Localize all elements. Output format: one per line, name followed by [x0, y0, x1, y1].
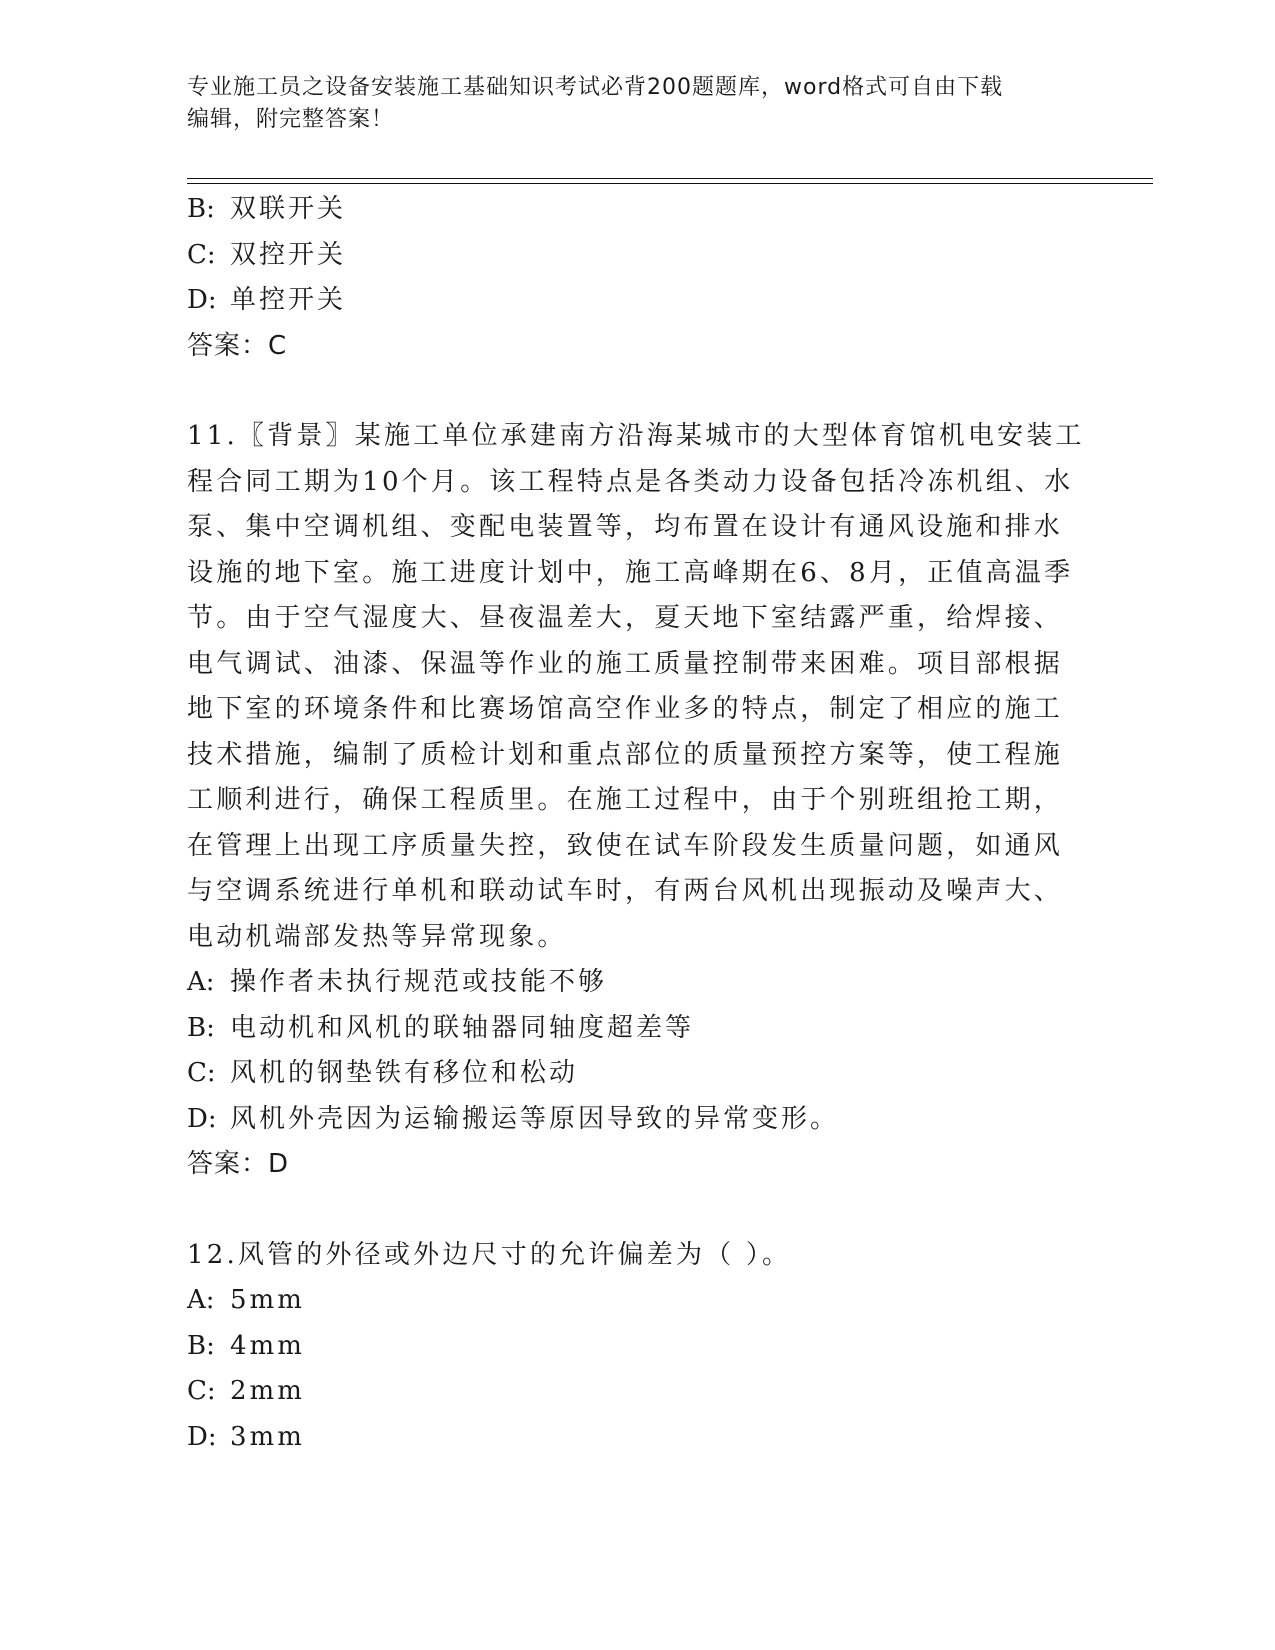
- header-title-line-2: 编辑，附完整答案！: [187, 107, 395, 132]
- option-key: C:: [187, 239, 216, 270]
- option-key: D:: [187, 1421, 217, 1452]
- option-key: A:: [187, 1285, 215, 1315]
- question-stem-line: 程合同工期为10个月。该工程特点是各类动力设备包括冷冻机组、水: [187, 466, 1074, 497]
- option-key: B:: [187, 1012, 215, 1043]
- option-key: A:: [187, 967, 215, 997]
- question-stem-line: 工顺利进行，确保工程质里。在施工过程中，由于个别班组抢工期，: [187, 785, 1064, 815]
- question-stem-line: 泵、集中空调机组、变配电装置等，均布置在设计有通风设施和排水: [187, 512, 1064, 542]
- option-key: B:: [187, 194, 215, 224]
- question-10-tail: [187, 187, 1087, 369]
- question-11: [187, 414, 1087, 1188]
- option-d: [187, 1097, 1087, 1143]
- option-text: 操作者未执行规范或技能不够: [230, 967, 608, 997]
- option-c: [187, 1051, 1087, 1097]
- question-stem-line: 电气调试、油漆、保温等作业的施工质量控制带来困难。项目部根据: [187, 648, 1064, 679]
- option-c: [187, 233, 1087, 279]
- option-text: 风机外壳因为运输搬运等原因导致的异常变形。: [230, 1103, 840, 1134]
- option-key: C:: [187, 1058, 216, 1088]
- header-divider-bottom: [187, 183, 1153, 184]
- option-text: 3mm: [230, 1421, 305, 1452]
- option-text: 5mm: [230, 1285, 305, 1315]
- option-text: 电动机和风机的联轴器同轴度超差等: [230, 1012, 695, 1043]
- question-stem-line: 地下室的环境条件和比赛场馆高空作业多的特点，制定了相应的施工: [187, 694, 1064, 724]
- option-text: 双控开关: [230, 239, 347, 270]
- answer-line: 答案：C: [187, 330, 288, 361]
- option-key: C:: [187, 1376, 216, 1406]
- option-text: 单控开关: [230, 285, 347, 315]
- option-key: D:: [187, 285, 217, 315]
- option-key: B:: [187, 1330, 215, 1361]
- option-d: [187, 1415, 1087, 1461]
- header-divider-top: [187, 178, 1153, 179]
- option-b: [187, 187, 1087, 233]
- answer-line: 答案：D: [187, 1149, 290, 1179]
- question-stem-line: 技术措施，编制了质检计划和重点部位的质量预控方案等，使工程施: [187, 739, 1064, 770]
- option-text: 双联开关: [230, 194, 347, 224]
- question-stem-line: 设施的地下室。施工进度计划中，施工高峰期在6、8月，正值高温季: [187, 557, 1074, 588]
- option-text: 风机的钢垫铁有移位和松动: [230, 1058, 579, 1088]
- option-b: [187, 1006, 1087, 1052]
- document-header: [187, 72, 1067, 136]
- document-body: [187, 187, 1087, 1460]
- option-text: 4mm: [230, 1330, 305, 1361]
- option-c: [187, 1369, 1087, 1415]
- question-stem-line: 电动机端部发热等异常现象。: [187, 921, 567, 952]
- header-title-line-1: 专业施工员之设备安装施工基础知识考试必背200题题库，word格式可自由下载: [187, 75, 1004, 100]
- option-key: D:: [187, 1103, 217, 1134]
- question-stem-line: 11.〖背景〗某施工单位承建南方沿海某城市的大型体育馆机电安装工: [187, 421, 1085, 451]
- option-d: [187, 278, 1087, 324]
- question-stem-line: 与空调系统进行单机和联动试车时，有两台风机出现振动及噪声大、: [187, 876, 1064, 906]
- option-b: [187, 1324, 1087, 1370]
- question-12: [187, 1233, 1087, 1461]
- question-stem-line: 在管理上出现工序质量失控，致使在试车阶段发生质量问题，如通风: [187, 830, 1064, 861]
- option-a: [187, 960, 1087, 1006]
- option-text: 2mm: [230, 1376, 305, 1406]
- question-stem-line: 12.风管的外径或外边尺寸的允许偏差为（ ）。: [187, 1239, 792, 1270]
- question-stem-line: 节。由于空气湿度大、昼夜温差大，夏天地下室结露严重，给焊接、: [187, 603, 1064, 633]
- option-a: [187, 1278, 1087, 1324]
